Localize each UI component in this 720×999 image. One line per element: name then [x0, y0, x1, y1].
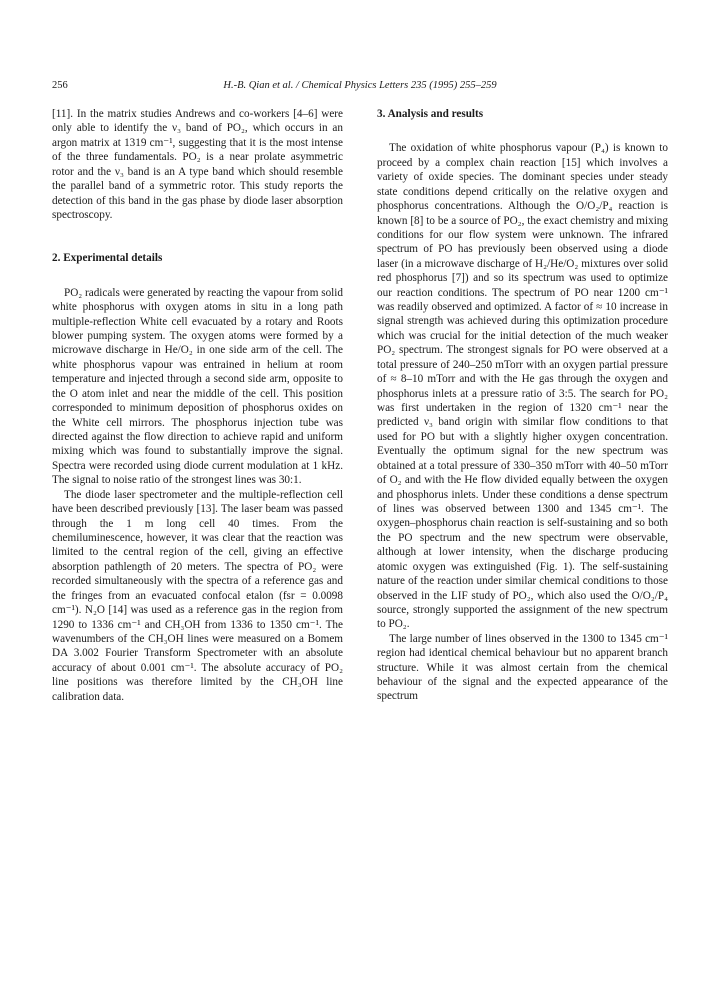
page-number: 256: [52, 80, 68, 91]
results-paragraph-1: The oxidation of white phosphorus vapour (P₄) is known to proceed by a complex chain reaction [15] which involves a variety of oxide species. The dominant species under steady state conditions depend critically on the relative oxygen and phosphorus concentrations. Although the O/O₂/P₄ reaction is known [8] to be a source of PO₂, the exact chemistry and mixing conditions for our flow system were unknown. The infrared spectrum of PO has previously been observed using a diode laser (in a microwave discharge of H₂/He/O₂ mixtures over solid red phosphorus [7]) and so its spectrum was used to optimize our reaction conditions. The spectrum of PO near 1200 cm⁻¹ was readily observed and optimized. A factor of ≈ 10 increase in signal strength was achieved during this optimization procedure which was crucial for the initial detection of the much weaker PO₂ spectrum. The strongest signals for PO were observed at a total pressure of 240–250 mTorr with an oxygen partial pressure of ≈ 8–10 mTorr and with the He gas through the oxygen and phosphorus inlets at a pressure ratio of 3:5. The search for PO₂ was first undertaken in the region of 1320 cm⁻¹ near the predicted ν₃ band origin with similar flow conditions to that used for PO but with a slightly higher oxygen concentration. Eventually the optimum signal for the new spectrum was obtained at a total pressure of 330–350 mTorr with 40–50 mTorr of O₂ and with the He flow divided equally between the oxygen and phosphorus inlets. Under these conditions a dense spectrum of lines was observed between 1300 and 1345 cm⁻¹. The oxygen–phosphorus chain reaction is self-sustaining and so both the PO spectrum and the new spectrum were observable, although at lower intensity, when the discharge producing atomic oxygen was extinguished (Fig. 1). The self-sustaining nature of the reaction under similar chemical conditions to those observed in the LIF study of PO₂, which also used the O/O₂/P₄ source, strongly supported the assignment of the new spectrum to PO₂.: [377, 142, 668, 631]
results-paragraph-2: The large number of lines observed in the 1300 to 1345 cm⁻¹ region had identical chemical behaviour but no apparent branch structure. While it was almost certain from the chemical behaviour of the signal and the expected appearance of the spectrum: [377, 632, 668, 703]
experimental-paragraph-1: PO₂ radicals were generated by reacting the vapour from solid white phosphorus with oxygen atoms in situ in a long path multiple-reflection White cell evacuated by a rotary and Roots blower pumping system. The oxygen atoms were formed by a microwave discharge in He/O₂ in one side arm of the cell. The white phosphorus vapour was entrained in helium at room temperature and injected through a second side arm, opposite to the O atom inlet and near the middle of the cell. This position corresponded to minimum deposition of phosphorus oxides on the White cell mirrors. The phosphorus injection tube was directed against the flow direction to achieve rapid and uniform mixing which was found to substantially improve the signal. Spectra were recorded using diode current modulation at 1 kHz. The signal to noise ratio of the strongest lines was 30:1.: [52, 286, 343, 487]
journal-citation: H.-B. Qian et al. / Chemical Physics Letters 235 (1995) 255–259: [223, 80, 497, 91]
running-header: [52, 80, 668, 94]
analysis-heading: 3. Analysis and results: [377, 108, 484, 120]
intro-paragraph: [11]. In the matrix studies Andrews and co-workers [4–6] were only able to identify the ν₃ band of PO₂, which occurs in an argon matrix at 1319 cm⁻¹, suggesting that it is the most intense of the three fundamentals. PO₂ is a near prolate asymmetric rotor and the ν₃ band is an A type band which should resemble the parallel band of a symmetric rotor. This study reports the detection of this band in the gas phase by diode laser absorption spectroscopy.: [52, 108, 343, 221]
experimental-heading: 2. Experimental details: [52, 252, 163, 265]
right-column: [377, 107, 668, 704]
left-column: [52, 107, 343, 704]
experimental-paragraph-2: The diode laser spectrometer and the multiple-reflection cell have been described previously [13]. The laser beam was passed through the 1 m long cell 40 times. From the chemiluminescence, however, it was clear that the reaction was limited to the central region of the cell, giving an effective absorption pathlength of 20 meters. The spectra of PO₂ were recorded simultaneously with the spectra of a reference gas and the fringes from an evacuated confocal etalon (fsr = 0.0098 cm⁻¹). N₂O [14] was used as a reference gas in the region from 1290 to 1336 cm⁻¹ and CH₃OH from 1336 to 1350 cm⁻¹. The wavenumbers of the CH₃OH lines were measured on a Bomem DA 3.002 Fourier Transform Spectrometer with an absolute accuracy of about 0.001 cm⁻¹. The absolute accuracy of PO₂ line positions was therefore limited by the CH₃OH line calibration data.: [52, 488, 343, 703]
